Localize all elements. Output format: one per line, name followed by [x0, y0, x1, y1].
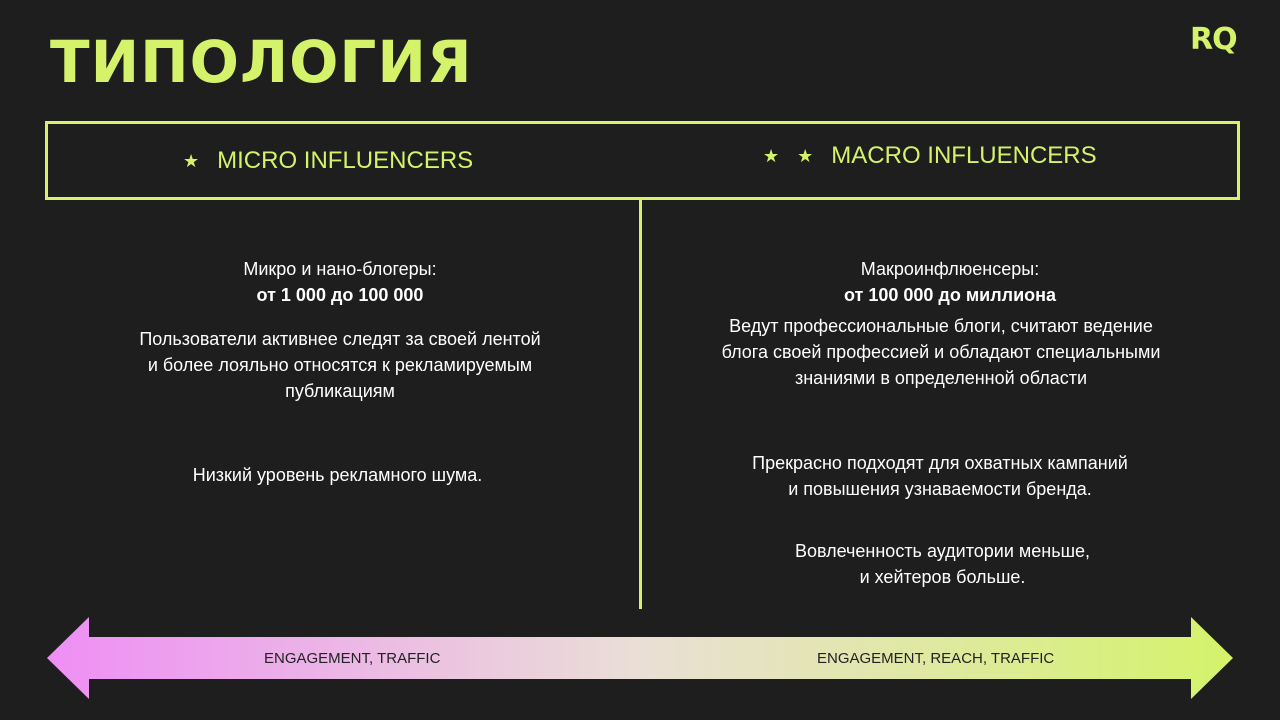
columns-header-box: [45, 121, 1240, 200]
micro-point-1: Пользователи активнее следят за своей лентой и более лояльно относятся к рекламируемым публикациям: [139, 329, 541, 401]
macro-header-label: MACRO INFLUENCERS: [831, 142, 1097, 169]
micro-count-block: [140, 230, 540, 334]
page-title: ТИПОЛОГИЯ: [50, 28, 473, 96]
micro-header-label: MICRO INFLUENCERS: [217, 147, 474, 174]
column-divider: [639, 200, 642, 609]
double-arrow: [0, 610, 1280, 710]
star-icon: ★: [763, 145, 780, 166]
micro-count-value: от 1 000 до 100 000: [256, 285, 424, 305]
double-arrow-shape: [47, 617, 1233, 699]
macro-point-2: Прекрасно подходят для охватных кампаний и повышения узнаваемости бренда.: [752, 453, 1128, 499]
star-icon: ★: [183, 150, 200, 171]
brand-logo: RQ: [1190, 22, 1237, 57]
star-icon: ★: [797, 145, 814, 166]
macro-point-1: Ведут профессиональные блоги, считают ведение блога своей профессией и обладают специальными знаниями в определенной области: [721, 316, 1161, 388]
arrow-right-label: ENGAGEMENT, REACH, TRAFFIC: [817, 650, 1055, 667]
micro-influencers-header: [183, 147, 473, 175]
macro-count-label: Макроинфлюенсеры:: [860, 259, 1040, 279]
macro-count-value: от 100 000 до миллиона: [843, 285, 1057, 305]
micro-count-label: Микро и нано-блогеры:: [243, 259, 437, 279]
micro-point-2: Низкий уровень рекламного шума.: [192, 465, 483, 485]
macro-influencers-header: [763, 142, 1097, 170]
macro-point-3: Вовлеченность аудитории меньше, и хейтеров больше.: [794, 541, 1091, 587]
arrow-left-label: ENGAGEMENT, TRAFFIC: [264, 650, 441, 667]
